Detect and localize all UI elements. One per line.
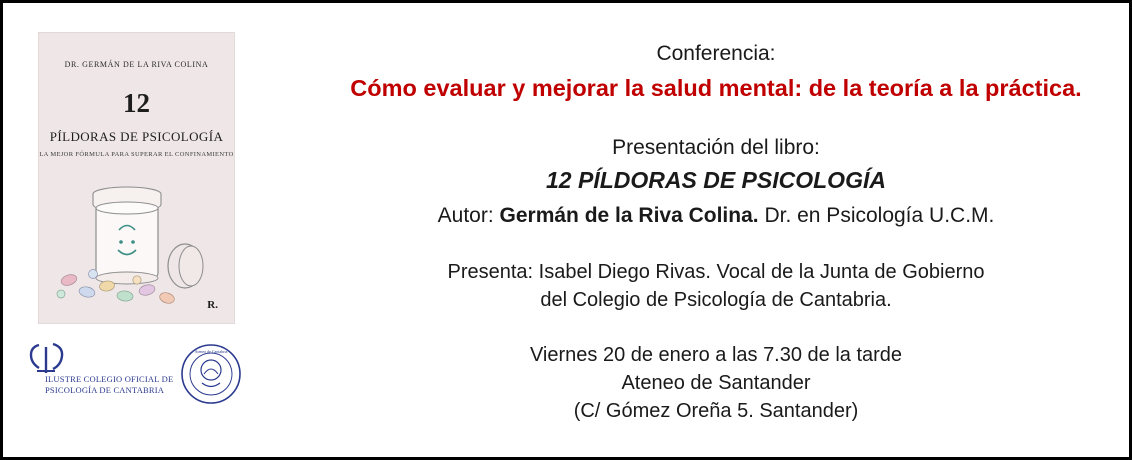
author-suffix: Dr. en Psicología U.C.M. xyxy=(758,204,995,228)
college-logo xyxy=(25,341,185,403)
conference-block xyxy=(303,41,1129,103)
college-logo-line2: PSICOLOGÍA DE CANTABRIA xyxy=(45,385,165,395)
conference-label: Conferencia: xyxy=(656,42,776,65)
presenter-line-1: Presenta: Isabel Diego Rivas. Vocal de la Junta de Gobierno xyxy=(447,261,985,284)
address-line: (C/ Gómez Oreña 5. Santander) xyxy=(573,399,859,422)
book-title: 12 PÍLDORAS DE PSICOLOGÍA xyxy=(546,166,886,193)
presentation-block xyxy=(303,135,1129,230)
logistics-block xyxy=(303,343,1129,424)
date-line: Viernes 20 de enero a las 7.30 de la tarde xyxy=(529,344,903,367)
presenter-block xyxy=(303,260,1129,313)
cover-author-line: DR. GERMÁN DE LA RIVA COLINA xyxy=(64,60,209,69)
college-logo-line1: ILUSTRE COLEGIO OFICIAL DE xyxy=(45,374,174,384)
ateneo-seal-icon xyxy=(180,343,242,405)
venue-line: Ateneo de Santander xyxy=(621,371,811,394)
author-prefix: Autor: xyxy=(437,204,500,228)
cover-subtitle: LA MEJOR FÓRMULA PARA SUPERAR EL CONFINAMIENTO xyxy=(39,151,234,158)
book-cover-image xyxy=(39,33,234,323)
conference-title: Cómo evaluar y mejorar la salud mental: de la teoría a la práctica. xyxy=(350,74,1082,101)
cover-number: 12 xyxy=(123,88,150,118)
logo-row xyxy=(25,341,285,416)
author-line xyxy=(303,203,1129,230)
left-column xyxy=(3,3,303,457)
college-logo-text xyxy=(45,374,173,396)
cover-publisher-mark: R. xyxy=(207,299,218,311)
author-name: Germán de la Riva Colina. xyxy=(499,204,759,228)
seal-text: Ateneo de Cantabria xyxy=(194,349,228,354)
text-column xyxy=(303,3,1129,457)
presentation-label: Presentación del libro: xyxy=(612,135,820,159)
presenter-line-2: del Colegio de Psicología de Cantabria. xyxy=(540,288,892,311)
cover-title: PÍLDORAS DE PSICOLOGÍA xyxy=(49,129,224,144)
pill-jar-illustration xyxy=(39,168,234,313)
